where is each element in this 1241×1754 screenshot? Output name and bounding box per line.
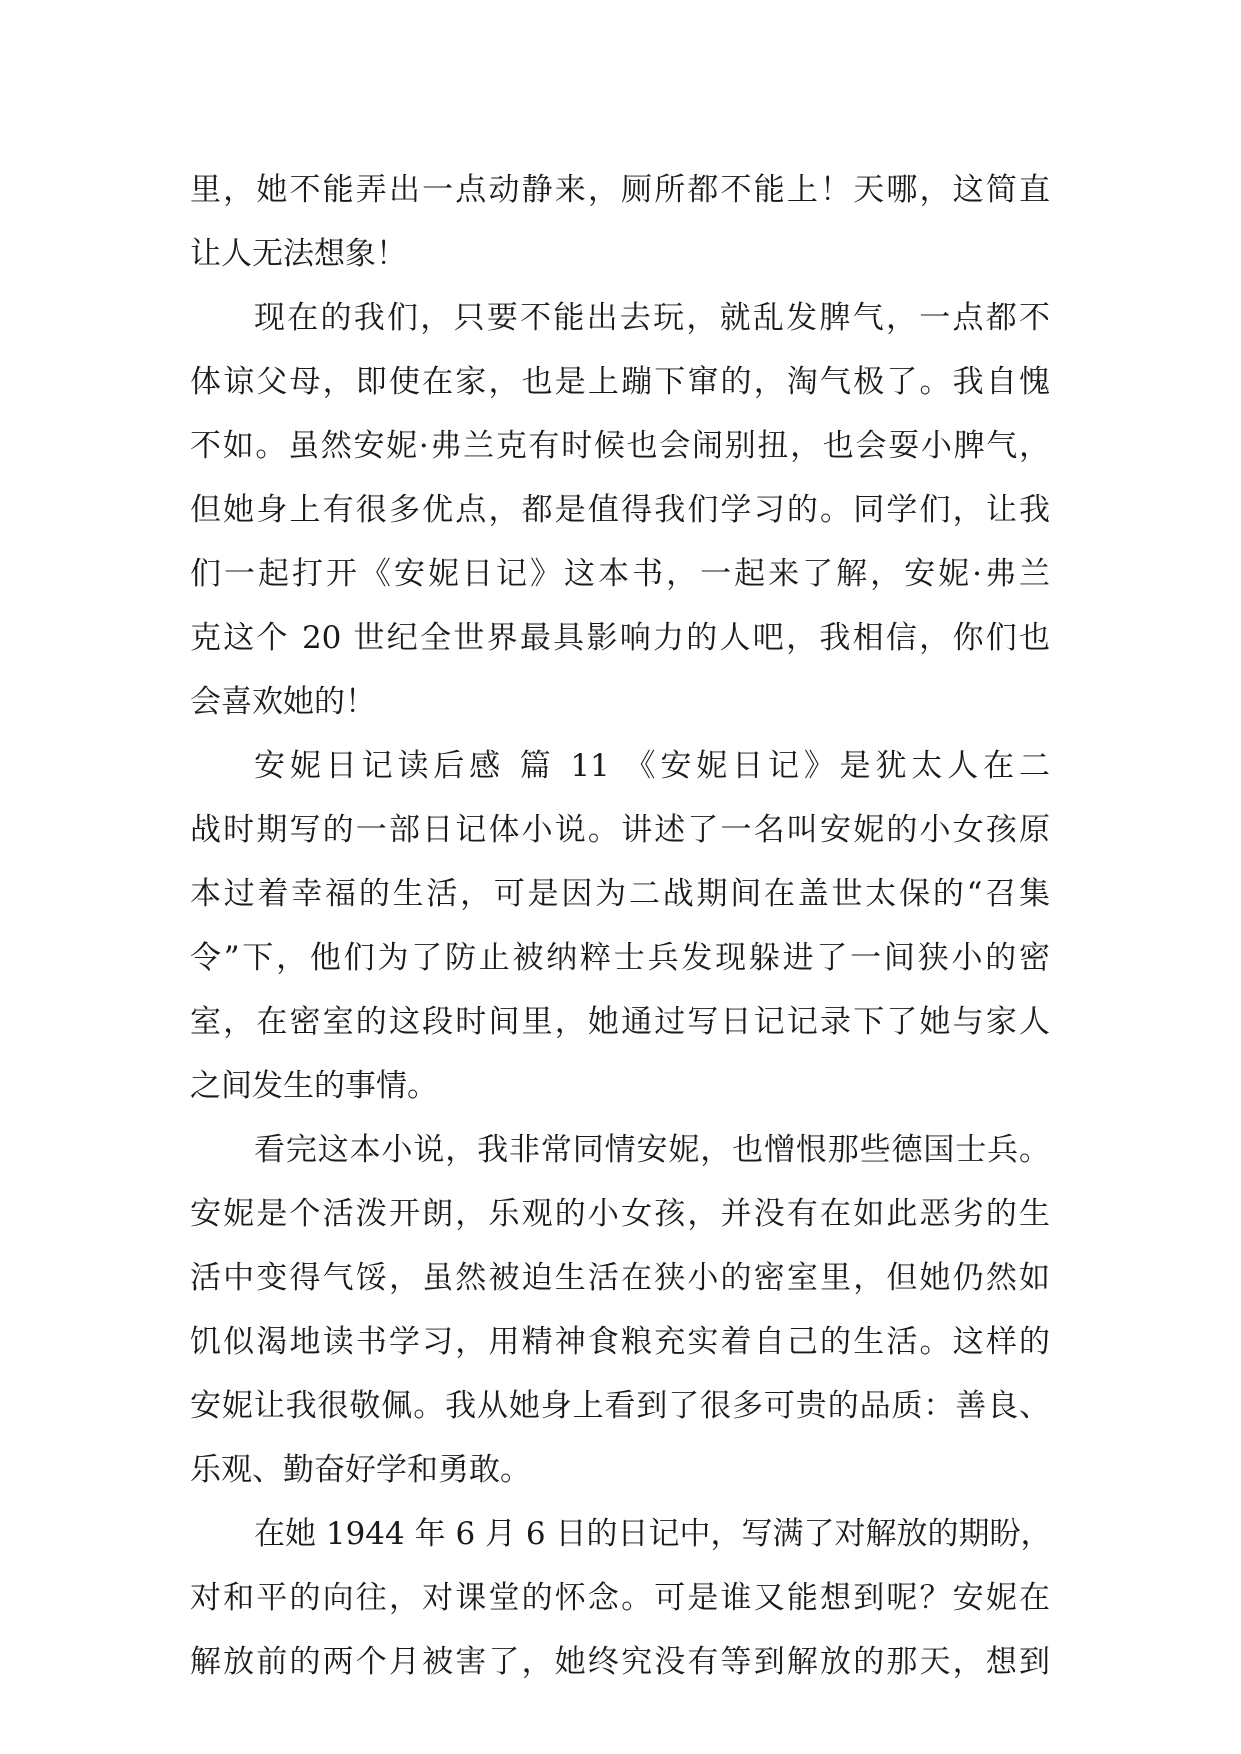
text-line: 们一起打开《安妮日记》这本书，一起来了解，安妮·弗兰: [190, 556, 1050, 592]
text-line: 令”下，他们为了防止被纳粹士兵发现躲进了一间狭小的密: [190, 940, 1050, 976]
text-line: 对和平的向往，对课堂的怀念。可是谁又能想到呢？安妮在: [190, 1580, 1050, 1616]
text-line: 室，在密室的这段时间里，她通过写日记记录下了她与家人: [190, 1004, 1050, 1040]
text-line: 现在的我们，只要不能出去玩，就乱发脾气，一点都不: [254, 300, 1050, 336]
text-line: 安妮是个活泼开朗，乐观的小女孩，并没有在如此恶劣的生: [190, 1196, 1050, 1232]
text-line: 活中变得气馁，虽然被迫生活在狭小的密室里，但她仍然如: [190, 1260, 1050, 1296]
text-line: 在她 1944 年 6 月 6 日的日记中，写满了对解放的期盼，: [254, 1516, 1052, 1552]
text-line: 让人无法想象！: [190, 236, 407, 272]
text-line: 克这个 20 世纪全世界最具影响力的人吧，我相信，你们也: [190, 620, 1050, 656]
section-heading-line: 安妮日记读后感 篇 11 《安妮日记》是犹太人在二: [254, 748, 1050, 784]
text-line: 本过着幸福的生活，可是因为二战期间在盖世太保的“召集: [190, 876, 1050, 912]
text-line: 里，她不能弄出一点动静来，厕所都不能上！天哪，这简直: [190, 172, 1050, 208]
text-line: 解放前的两个月被害了，她终究没有等到解放的那天，想到: [190, 1644, 1050, 1680]
text-line: 饥似渴地读书学习，用精神食粮充实着自己的生活。这样的: [190, 1324, 1050, 1360]
text-line: 安妮让我很敬佩。我从她身上看到了很多可贵的品质：善良、: [190, 1388, 1050, 1424]
body-text: [190, 158, 1050, 1694]
text-line: 看完这本小说，我非常同情安妮，也憎恨那些德国士兵。: [254, 1132, 1050, 1168]
text-line: 之间发生的事情。: [190, 1068, 438, 1104]
text-line: 不如。虽然安妮·弗兰克有时候也会闹别扭，也会耍小脾气，: [190, 428, 1050, 464]
text-line: 体谅父母，即使在家，也是上蹦下窜的，淘气极了。我自愧: [190, 364, 1050, 400]
text-line: 战时期写的一部日记体小说。讲述了一名叫安妮的小女孩原: [190, 812, 1050, 848]
text-line: 会喜欢她的！: [190, 684, 376, 720]
text-line: 乐观、勤奋好学和勇敢。: [190, 1452, 531, 1488]
text-line: 但她身上有很多优点，都是值得我们学习的。同学们，让我: [190, 492, 1050, 528]
